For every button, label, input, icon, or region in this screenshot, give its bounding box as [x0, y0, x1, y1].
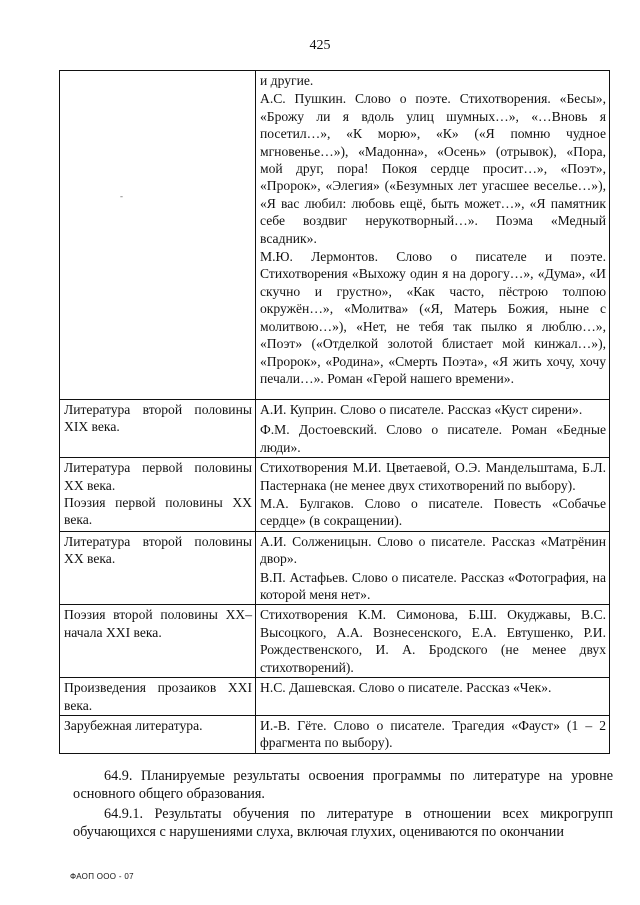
- scan-mark: -: [120, 191, 123, 201]
- document-footer-code: ФАОП ООО - 07: [70, 872, 134, 881]
- content-text: Ф.М. Достоевский. Слово о писателе. Роман «Бедные люди».: [260, 422, 606, 455]
- content-text: Стихотворения М.И. Цветаевой, О.Э. Мандельштама, Б.Л. Пастернака (не менее двух стихотворений по выбору).: [260, 460, 606, 493]
- table-row: [60, 715, 610, 753]
- content-text: и другие.: [260, 73, 314, 88]
- table-row: [60, 531, 610, 605]
- section-title: Произведения прозаиков XXI века.: [64, 680, 252, 713]
- content-text: И.-В. Гёте. Слово о писателе. Трагедия «Фауст» (1 – 2 фрагмента по выбору).: [260, 717, 606, 751]
- content-text: А.И. Куприн. Слово о писателе. Рассказ «Куст сирени».: [260, 402, 583, 417]
- section-title: Литература первой половины XX века.: [64, 460, 252, 493]
- section-title: Поэзия второй половины XX–начала XXI века.: [64, 607, 252, 640]
- section-cell: [60, 458, 256, 532]
- literature-program-table: [59, 70, 610, 754]
- table-row: [60, 400, 610, 458]
- section-title: Литература второй половины XX века.: [64, 533, 252, 567]
- content-text: В.П. Астафьев. Слово о писателе. Рассказ «Фотография, на которой меня нет».: [260, 569, 606, 603]
- content-text: Н.С. Дашевская. Слово о писателе. Рассказ «Чек».: [260, 680, 552, 696]
- paragraph-body: 64.9.1. Результаты обучения по литературе в отношении всех микрогрупп обучающихся с нарушениями слуха, включая глухих, оцениваются по окончании: [73, 806, 613, 841]
- content-text: А.С. Пушкин. Слово о поэте. Стихотворения. «Бесы», «Брожу ли я вдоль улиц шумных…», «…Вновь я посетил…», «К морю», «К» («Я помню чудное мгновенье…»), «Мадонна», «Осень» (отрывок), «Пора, мой друг, пора! Покоя сердце просит…», «Поэт», «Пророк», «Элегия» («Безумных лет угасшее веселье…»), «Я вас любил: любовь ещё, быть может…», «Я памятник себе воздвиг нерукотворный…». Поэма «Медный всадник».: [260, 91, 606, 246]
- section-cell: [60, 71, 256, 400]
- content-text: М.А. Булгаков. Слово о писателе. Повесть «Собачье сердце» (в сокращении).: [260, 496, 606, 529]
- section-title: Поэзия первой половины XX века.: [64, 495, 252, 528]
- table-row: [60, 458, 610, 532]
- content-text: А.И. Солженицын. Слово о писателе. Рассказ «Матрёнин двор».: [260, 533, 606, 567]
- content-text: М.Ю. Лермонтов. Слово о писателе и поэте. Стихотворения «Выхожу один я на дорогу…», «Дума», «И скучно и грустно», «Как часто, пёстрою толпою окружён…», «Молитва» («Я, Матерь Божия, ныне с молитвою…»), «Нет, не тебя так пылко я люблю…», «Поэт» («Отделкой золотой блистает мой кинжал…»), «Пророк», «Родина», «Смерть Поэта», «Я жить хочу, хочу печали…». Роман «Герой нашего времени».: [260, 249, 606, 386]
- section-title: Литература второй половины XIX века.: [64, 402, 252, 435]
- table-row: [60, 71, 610, 400]
- section-cell: [60, 400, 256, 458]
- content-cell: [256, 678, 610, 716]
- content-cell: [256, 400, 610, 458]
- table-row: [60, 605, 610, 678]
- content-cell: [256, 715, 610, 753]
- section-cell: [60, 715, 256, 753]
- paragraph-section-heading: 64.9. Планируемые результаты освоения программы по литературе на уровне основного общего образования.: [73, 768, 613, 803]
- table-row: [60, 678, 610, 716]
- content-cell: [256, 531, 610, 605]
- content-cell: [256, 605, 610, 678]
- section-title: Зарубежная литература.: [64, 717, 203, 733]
- section-cell: [60, 605, 256, 678]
- content-text: Стихотворения К.М. Симонова, Б.Ш. Окуджавы, В.С. Высоцкого, А.А. Вознесенского, Е.А. Евтушенко, Р.И. Рождественского, И. А. Бродского (не менее двух стихотворений).: [260, 607, 606, 675]
- section-cell: [60, 531, 256, 605]
- section-cell: [60, 678, 256, 716]
- page-number: 425: [309, 38, 331, 53]
- content-cell: [256, 71, 610, 400]
- content-cell: [256, 458, 610, 532]
